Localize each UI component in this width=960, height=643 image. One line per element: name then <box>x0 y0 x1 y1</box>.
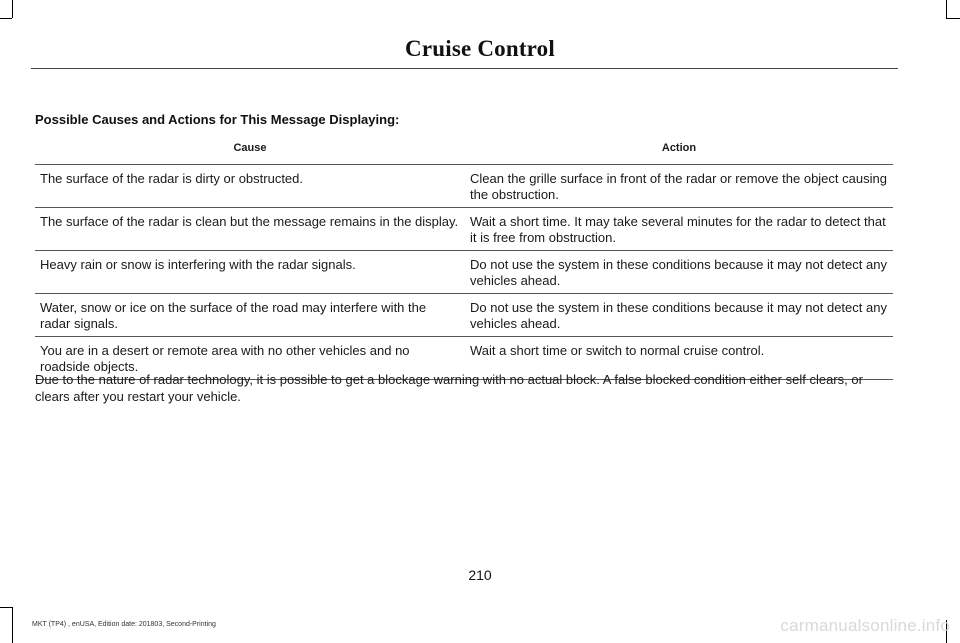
column-header-action: Action <box>465 135 893 165</box>
cause-cell: Water, snow or ice on the surface of the road may interfere with the radar signals. <box>35 294 465 337</box>
crop-mark-bottom-left <box>0 607 12 608</box>
table-row <box>35 251 893 294</box>
action-cell: Clean the grille surface in front of the radar or remove the object causing the obstruction. <box>465 165 893 208</box>
causes-actions-table <box>35 135 893 380</box>
note-paragraph: Due to the nature of radar technology, it is possible to get a blockage warning with no actual block. A false blocked condition either self clears, or clears after you restart your vehicle. <box>35 372 863 404</box>
table-row <box>35 208 893 251</box>
crop-mark-top-left <box>12 0 13 18</box>
action-cell: Wait a short time or switch to normal cruise control. <box>465 337 893 380</box>
column-header-cause: Cause <box>35 135 465 165</box>
page-number: 210 <box>468 567 492 583</box>
page-title: Cruise Control <box>405 36 555 61</box>
edition-footer: MKT (TP4) , enUSA, Edition date: 201803, Second-Printing <box>32 621 216 628</box>
table-header-row <box>35 135 893 165</box>
crop-mark-bottom-left <box>12 607 13 643</box>
watermark: carmanualsonline.info <box>780 616 950 635</box>
action-cell: Wait a short time. It may take several minutes for the radar to detect that it is free from obstruction. <box>465 208 893 251</box>
cause-cell: Heavy rain or snow is interfering with the radar signals. <box>35 251 465 294</box>
crop-mark-top-right <box>946 18 960 19</box>
action-cell: Do not use the system in these conditions because it may not detect any vehicles ahead. <box>465 251 893 294</box>
title-divider <box>31 68 898 69</box>
section-heading: Possible Causes and Actions for This Message Displaying: <box>35 112 400 127</box>
table-row <box>35 294 893 337</box>
crop-mark-top-right <box>946 0 947 18</box>
action-cell: Do not use the system in these conditions because it may not detect any vehicles ahead. <box>465 294 893 337</box>
crop-mark-top-left <box>0 18 12 19</box>
cause-cell: The surface of the radar is clean but the message remains in the display. <box>35 208 465 251</box>
cause-cell: The surface of the radar is dirty or obstructed. <box>35 165 465 208</box>
cause-cell: You are in a desert or remote area with no other vehicles and no roadside objects. <box>35 337 465 380</box>
table-row <box>35 165 893 208</box>
